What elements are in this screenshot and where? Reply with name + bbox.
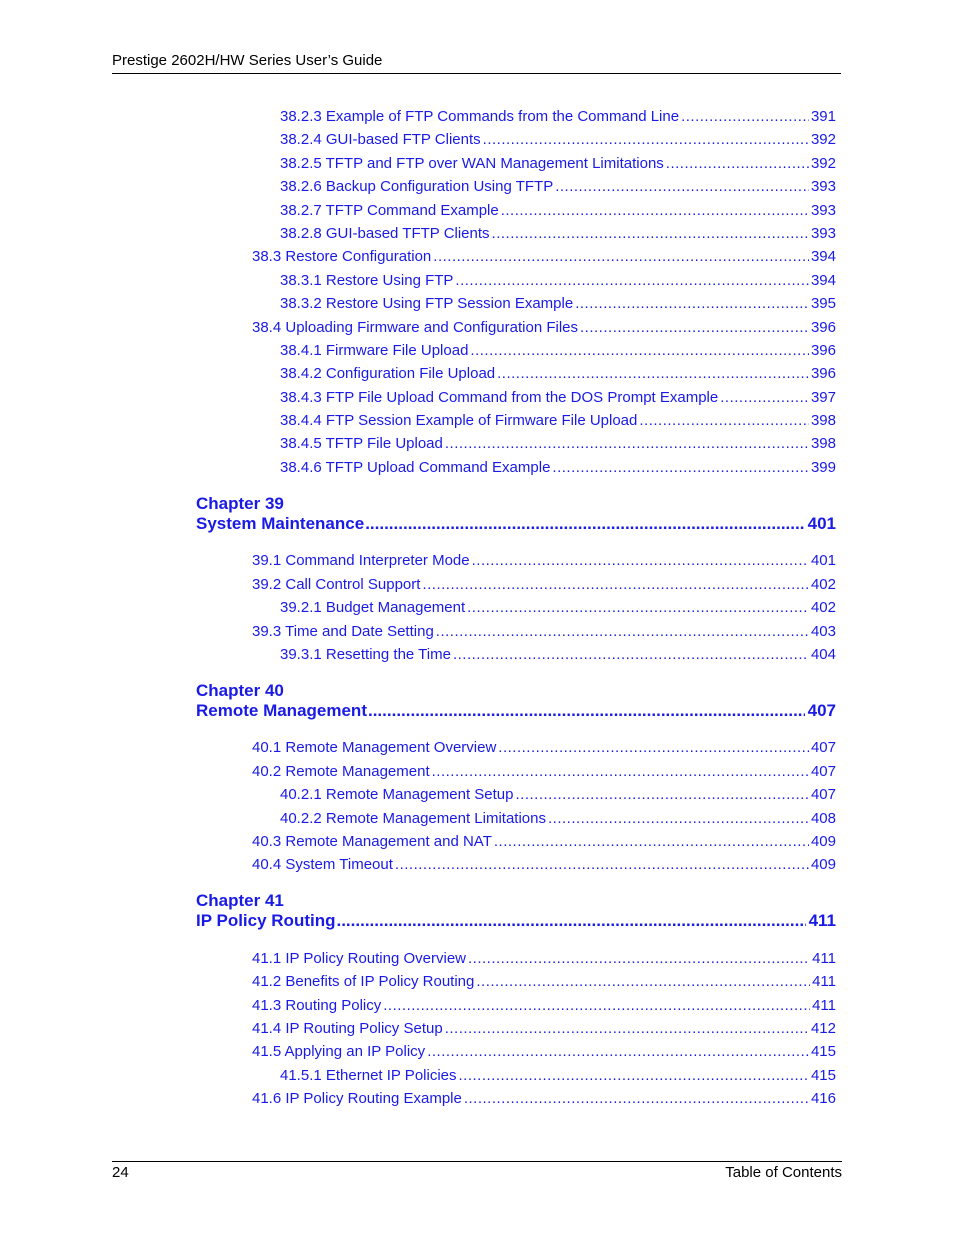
toc-entry[interactable]: 38.4.3 FTP File Upload Command from the DOS Prompt Example ..... 397 xyxy=(280,388,836,407)
toc-entry[interactable]: 41.1 IP Policy Routing Overview ..... 411 xyxy=(252,949,836,968)
toc-entry[interactable]: 38.2.8 GUI-based TFTP Clients ..... 393 xyxy=(280,224,836,243)
toc-entry[interactable]: 38.2.6 Backup Configuration Using TFTP ..... 393 xyxy=(280,177,836,196)
page-header xyxy=(112,51,841,74)
toc-entry[interactable]: 41.5 Applying an IP Policy ..... 415 xyxy=(252,1042,836,1061)
toc-entry[interactable]: 40.1 Remote Management Overview ..... 407 xyxy=(252,738,836,757)
chapter-title[interactable]: Remote Management ..... 407 xyxy=(196,701,836,721)
toc-entry[interactable]: 38.2.3 Example of FTP Commands from the Command Line ..... 391 xyxy=(280,107,836,126)
chapter-title[interactable]: IP Policy Routing ..... 411 xyxy=(196,911,836,931)
toc-entry[interactable]: 38.4.4 FTP Session Example of Firmware File Upload ..... 398 xyxy=(280,411,836,430)
toc-entry[interactable]: 38.4 Uploading Firmware and Configuration Files ..... 396 xyxy=(252,318,836,337)
toc-entry[interactable]: 39.3 Time and Date Setting ..... 403 xyxy=(252,622,836,641)
toc-entry[interactable]: 38.2.7 TFTP Command Example ..... 393 xyxy=(280,201,836,220)
toc-entry[interactable]: 41.3 Routing Policy ..... 411 xyxy=(252,996,836,1015)
toc-entry[interactable]: 41.5.1 Ethernet IP Policies ..... 415 xyxy=(280,1066,836,1085)
toc-entry[interactable]: 38.4.2 Configuration File Upload ..... 396 xyxy=(280,364,836,383)
chapter-title[interactable]: System Maintenance ..... 401 xyxy=(196,514,836,534)
toc-entry[interactable]: 40.2.2 Remote Management Limitations ..... 408 xyxy=(280,809,836,828)
page-number: 24 xyxy=(112,1164,129,1181)
toc-entry[interactable]: 40.2 Remote Management ..... 407 xyxy=(252,762,836,781)
toc-entry[interactable]: 41.4 IP Routing Policy Setup ..... 412 xyxy=(252,1019,836,1038)
toc-entry[interactable]: 40.3 Remote Management and NAT ..... 409 xyxy=(252,832,836,851)
toc-entry[interactable]: 38.4.1 Firmware File Upload ..... 396 xyxy=(280,341,836,360)
toc-entry[interactable]: 41.2 Benefits of IP Policy Routing ..... 411 xyxy=(252,972,836,991)
chapter-label[interactable]: Chapter 39 xyxy=(196,494,284,513)
toc-entry[interactable]: 39.3.1 Resetting the Time ..... 404 xyxy=(280,645,836,664)
toc-entry[interactable]: 38.4.6 TFTP Upload Command Example ..... 399 xyxy=(280,458,836,477)
toc-entry[interactable]: 41.6 IP Policy Routing Example ..... 416 xyxy=(252,1089,836,1108)
page-footer xyxy=(112,1161,842,1182)
footer-section-title: Table of Contents xyxy=(725,1164,842,1181)
toc-entry[interactable]: 38.3.2 Restore Using FTP Session Example ..... 395 xyxy=(280,294,836,313)
toc-entry[interactable]: 38.3.1 Restore Using FTP ..... 394 xyxy=(280,271,836,290)
toc-entry[interactable]: 38.2.4 GUI-based FTP Clients ..... 392 xyxy=(280,130,836,149)
toc-entry[interactable]: 40.4 System Timeout ..... 409 xyxy=(252,855,836,874)
toc-entry[interactable]: 38.3 Restore Configuration ..... 394 xyxy=(252,247,836,266)
toc-entry[interactable]: 39.2 Call Control Support ..... 402 xyxy=(252,575,836,594)
document-title: Prestige 2602H/HW Series User’s Guide xyxy=(112,52,383,69)
chapter-label[interactable]: Chapter 40 xyxy=(196,681,284,700)
toc-entry[interactable]: 38.4.5 TFTP File Upload ..... 398 xyxy=(280,434,836,453)
toc-entry[interactable]: 39.2.1 Budget Management ..... 402 xyxy=(280,598,836,617)
toc-entry[interactable]: 40.2.1 Remote Management Setup ..... 407 xyxy=(280,785,836,804)
toc-entry[interactable]: 38.2.5 TFTP and FTP over WAN Management Limitations ..... 392 xyxy=(280,154,836,173)
toc-entry[interactable]: 39.1 Command Interpreter Mode ..... 401 xyxy=(252,551,836,570)
chapter-label[interactable]: Chapter 41 xyxy=(196,891,284,910)
